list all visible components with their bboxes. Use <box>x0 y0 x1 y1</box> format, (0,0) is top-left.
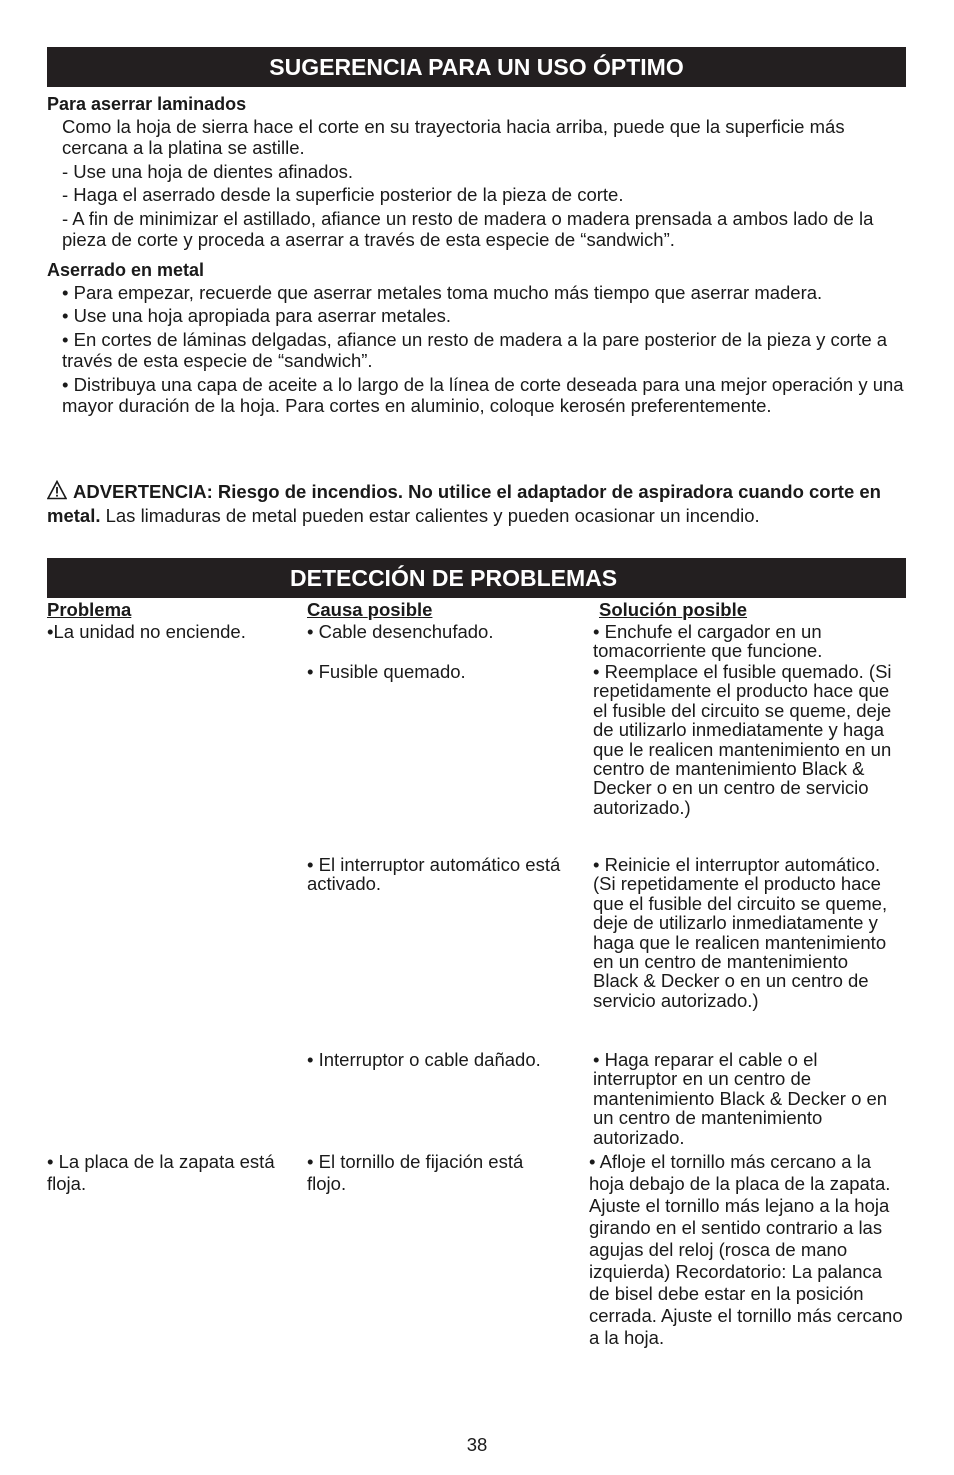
warning-triangle-icon <box>47 480 67 500</box>
header-cause <box>307 599 432 621</box>
laminados-paragraph: - Haga el aserrado desde la superficie posterior de la pieza de corte. <box>62 184 624 205</box>
header-problem: Problema <box>47 599 132 620</box>
metal-paragraph: • Para empezar, recuerde que aserrar metales toma mucho más tiempo que aserrar madera. <box>62 281 823 303</box>
header-solution-word: Solución <box>599 599 678 620</box>
row-solution: • Haga reparar el cable o el interruptor en un centro de mantenimiento Black & Decker o en un centro de mantenimiento autorizado. <box>593 1049 888 1148</box>
row-cause: • El tornillo de fijación está flojo. <box>307 1151 524 1194</box>
row-cause: • Fusible quemado. <box>307 661 466 682</box>
row-cause: • El interruptor automático está activado. <box>307 854 561 895</box>
section-title-deteccion: DETECCIÓN DE PROBLEMAS <box>47 558 906 598</box>
row-solution: • Reinicie el interruptor automático. (Si repetidamente el producto hace que el fusible del circuito se queme, deje de utilizarlo inmediatamente y haga que le realicen mantenimiento en un centro de mantenimiento Black & Decker o en un centro de servicio autorizado.) <box>593 854 888 1011</box>
section-title-uso-optimo: SUGERENCIA PARA UN USO ÓPTIMO <box>47 47 906 87</box>
metal-paragraph: • Distribuya una capa de aceite a lo largo de la línea de corte deseada para una mejor operación y una mayor duración de la hoja. Para cortes en aluminio, coloque kerosén preferentemente. <box>62 373 904 416</box>
laminados-paragraph: - Use una hoja de dientes afinados. <box>62 160 354 182</box>
header-solution <box>599 599 747 621</box>
metal-paragraph: • Use una hoja apropiada para aserrar metales. <box>62 305 452 326</box>
laminados-heading: Para aserrar laminados <box>47 94 247 114</box>
page-number: 38 <box>466 1434 488 1455</box>
header-cause-word: Causa <box>307 599 363 620</box>
row-solution: • Enchufe el cargador en un tomacorriente que funcione. <box>593 621 823 662</box>
warning-bold-text: ADVERTENCIA: Riesgo de incendios. No utilice el adaptador de aspiradora cuando corte en metal. <box>47 481 881 526</box>
laminados-section <box>47 94 906 253</box>
header-cause-word2: posible <box>367 599 433 620</box>
laminados-paragraph: - A fin de minimizar el astillado, afiance un resto de madera o madera prensada a ambos lado de la pieza de corte y proceda a aserrar a través de esta especie de “sandwich”. <box>62 207 874 250</box>
row-cause: • Cable desenchufado. <box>307 621 494 642</box>
row-solution: • Reemplace el fusible quemado. (Si repetidamente el producto hace que el fusible del circuito se queme, deje de utilizarlo inmediatamente y haga que le realicen mantenimiento en un centro de mantenimiento Black & Decker o en un centro de servicio autorizado.) <box>593 661 892 818</box>
header-solution-word2: posible <box>682 599 748 620</box>
row-problem: •La unidad no enciende. <box>47 621 246 642</box>
row-cause: • Interruptor o cable dañado. <box>307 1049 541 1070</box>
metal-section <box>47 260 906 419</box>
metal-paragraph: • En cortes de láminas delgadas, afiance un resto de madera a la pare posterior de la pieza y corte a través de esta especie de “sandwich”. <box>62 328 888 371</box>
warning-text: Las limaduras de metal pueden estar calientes y pueden ocasionar un incendio. <box>100 505 760 526</box>
row-solution: • Afloje el tornillo más cercano a la hoja debajo de la placa de la zapata. Ajuste el tornillo más lejano a la hoja girando en el sentido contrario a las agujas del reloj (rosca de mano izquierda) Recordatorio: La palanca de bisel debe estar en la posición cerrada. Ajuste el tornillo más cercano a la hoja. <box>589 1151 903 1348</box>
row-problem: • La placa de la zapata está floja. <box>47 1151 275 1194</box>
metal-heading: Aserrado en metal <box>47 260 205 280</box>
laminados-paragraph: Como la hoja de sierra hace el corte en su trayectoria hacia arriba, puede que la superficie más cercana a la platina se astille. <box>62 115 845 158</box>
warning-block <box>47 480 897 528</box>
